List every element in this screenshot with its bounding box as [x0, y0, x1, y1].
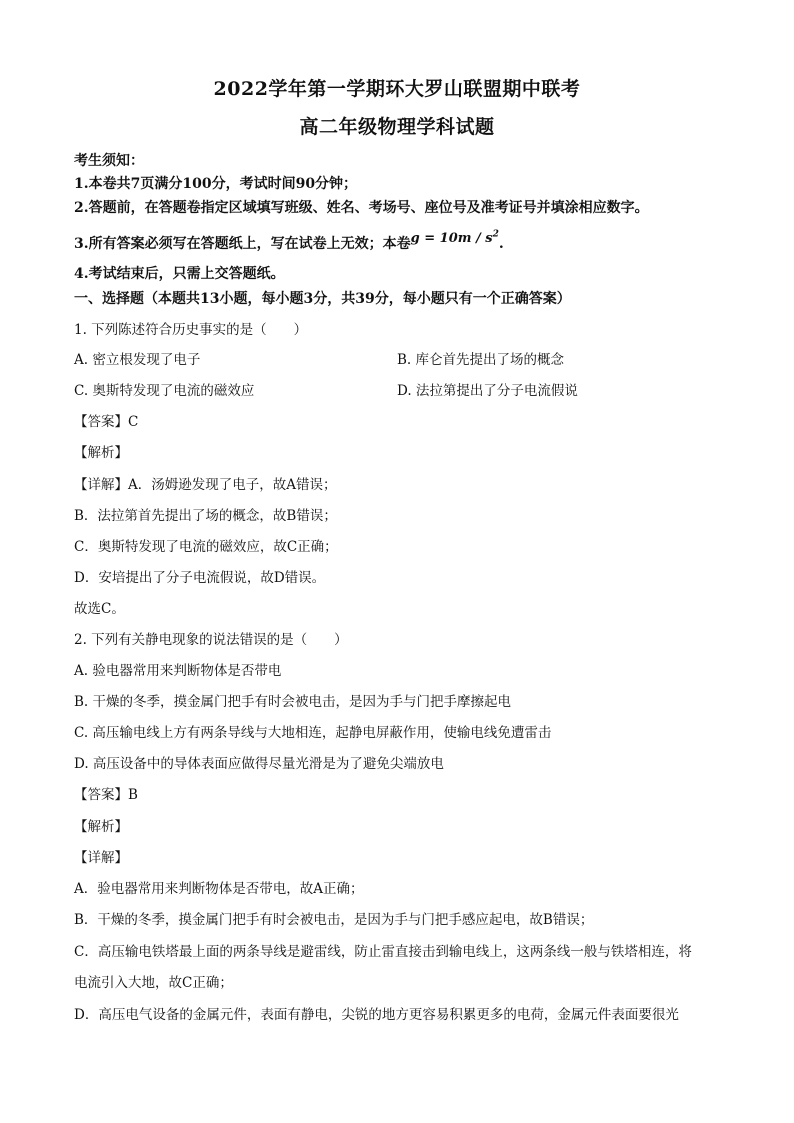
q1-answer: 【答案】C [74, 414, 139, 430]
q1-analysis-label: 【解析】 [74, 445, 128, 461]
q2-option-b: B. 干燥的冬季，摸金属门把手有时会被电击，是因为手与门把手摩擦起电 [74, 694, 512, 710]
exam-subtitle: 高二年级物理学科试题 [299, 116, 495, 138]
q2-detail-1: A．验电器常用来判断物体是否带电，故A正确； [74, 881, 364, 897]
q1-conclusion: 故选C。 [74, 601, 125, 617]
q1-option-b: B. 库仑首先提出了场的概念 [397, 352, 565, 368]
exam-title: 2022学年第一学期环大罗山联盟期中联考 [213, 78, 581, 100]
q1-option-a: A. 密立根发现了电子 [74, 352, 201, 368]
q1-option-c: C. 奥斯特发现了电流的磁效应 [74, 383, 255, 399]
q2-stem: 2. 下列有关静电现象的说法错误的是（ ） [74, 632, 348, 648]
gravity-formula: $g = 10m / s^2$ [410, 229, 499, 246]
notice-item-4: 4.考试结束后，只需上交答题纸。 [74, 266, 285, 282]
q1-detail-1: 【详解】A．汤姆逊发现了电子，故A错误； [74, 477, 337, 493]
q2-analysis-label: 【解析】 [74, 819, 128, 835]
q2-answer: 【答案】B [74, 787, 138, 803]
notice-item-3: 3.所有答案必须写在答题纸上，写在试卷上无效；本卷$g = 10m / s^2$. [74, 229, 504, 252]
section-heading: 一、选择题（本题共13小题，每小题3分，共39分，每小题只有一个正确答案） [74, 291, 571, 307]
q2-detail-4: D．高压电气设备的金属元件，表面有静电，尖锐的地方更容易积累更多的电荷，金属元件表面要很光 [74, 1007, 679, 1023]
notice-item-3-text: 3.所有答案必须写在答题纸上，写在试卷上无效；本卷 [74, 236, 411, 252]
q2-option-c: C. 高压输电线上方有两条导线与大地相连，起静电屏蔽作用，使输电线免遭雷击 [74, 725, 552, 741]
q2-detail-3b: 电流引入大地，故C正确； [74, 975, 233, 991]
q2-option-d: D. 高压设备中的导体表面应做得尽量光滑是为了避免尖端放电 [74, 756, 444, 772]
notice-heading: 考生须知： [74, 153, 144, 169]
q2-option-a: A. 验电器常用来判断物体是否带电 [74, 663, 282, 679]
q1-detail-3: C．奥斯特发现了电流的磁效应，故C正确； [74, 539, 338, 555]
q1-detail-4: D．安培提出了分子电流假说，故D错误。 [74, 570, 326, 586]
q1-option-d: D. 法拉第提出了分子电流假说 [397, 383, 578, 399]
notice-item-2: 2.答题前，在答题卷指定区域填写班级、姓名、考场号、座位号及准考证号并填涂相应数字。 [74, 200, 649, 216]
q2-detail-2: B．干燥的冬季，摸金属门把手有时会被电击，是因为手与门把手感应起电，故B错误； [74, 912, 594, 928]
q2-detail-3a: C．高压输电铁塔最上面的两条导线是避雷线，防止雷直接击到输电线上，这两条线一般与铁塔相连，将 [74, 944, 692, 960]
notice-item-1: 1.本卷共7页满分100分，考试时间90分钟； [74, 176, 358, 192]
q2-detail-heading: 【详解】 [74, 850, 128, 866]
q1-stem: 1. 下列陈述符合历史事实的是（ ） [74, 322, 308, 338]
q1-detail-2: B．法拉第首先提出了场的概念，故B错误； [74, 508, 337, 524]
